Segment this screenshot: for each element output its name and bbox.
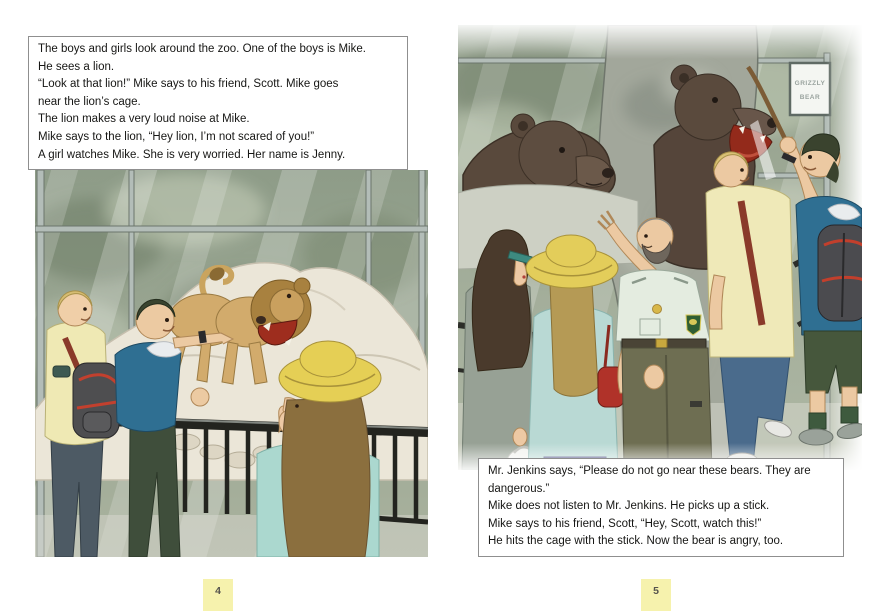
story-line: Mike says to the lion, “Hey lion, I’m not scared of you!” xyxy=(38,130,315,143)
page-number-tab-left: 4 xyxy=(203,579,233,611)
story-line: Mr. Jenkins says, “Please do not go near these bears. They are xyxy=(488,465,811,477)
story-line: He hits the cage with the stick. Now the bear is angry, too. xyxy=(488,535,784,548)
page-number-tab-right: 5 xyxy=(641,579,671,611)
visitor-hat-woman-figure xyxy=(526,235,624,470)
sign-text-line2: BEAR xyxy=(799,94,821,101)
story-line: Mike says to his friend, Scott, “Hey, Scott, watch this!” xyxy=(488,517,762,530)
lion-enclosure-illustration xyxy=(35,170,428,557)
bear-enclosure-illustration xyxy=(458,25,862,470)
grizzly-bear-sign xyxy=(790,63,830,115)
story-line: dangerous.” xyxy=(488,482,550,495)
story-text-box-right xyxy=(478,458,844,557)
story-line: “Look at that lion!” Mike says to his friend, Scott. Mike goes xyxy=(38,78,339,91)
story-line: Mike does not listen to Mr. Jenkins. He picks up a stick. xyxy=(488,500,770,513)
top-fade xyxy=(458,25,862,59)
sign-text-line1: GRIZZLY xyxy=(794,80,826,87)
story-line: near the lion’s cage. xyxy=(38,95,141,108)
story-line: The lion makes a very loud noise at Mike. xyxy=(38,113,250,126)
story-line: A girl watches Mike. She is very worried. Her name is Jenny. xyxy=(38,148,346,161)
story-line: He sees a lion. xyxy=(38,60,115,73)
story-text-box-left xyxy=(28,36,408,170)
story-line: The boys and girls look around the zoo. One of the boys is Mike. xyxy=(38,43,366,55)
